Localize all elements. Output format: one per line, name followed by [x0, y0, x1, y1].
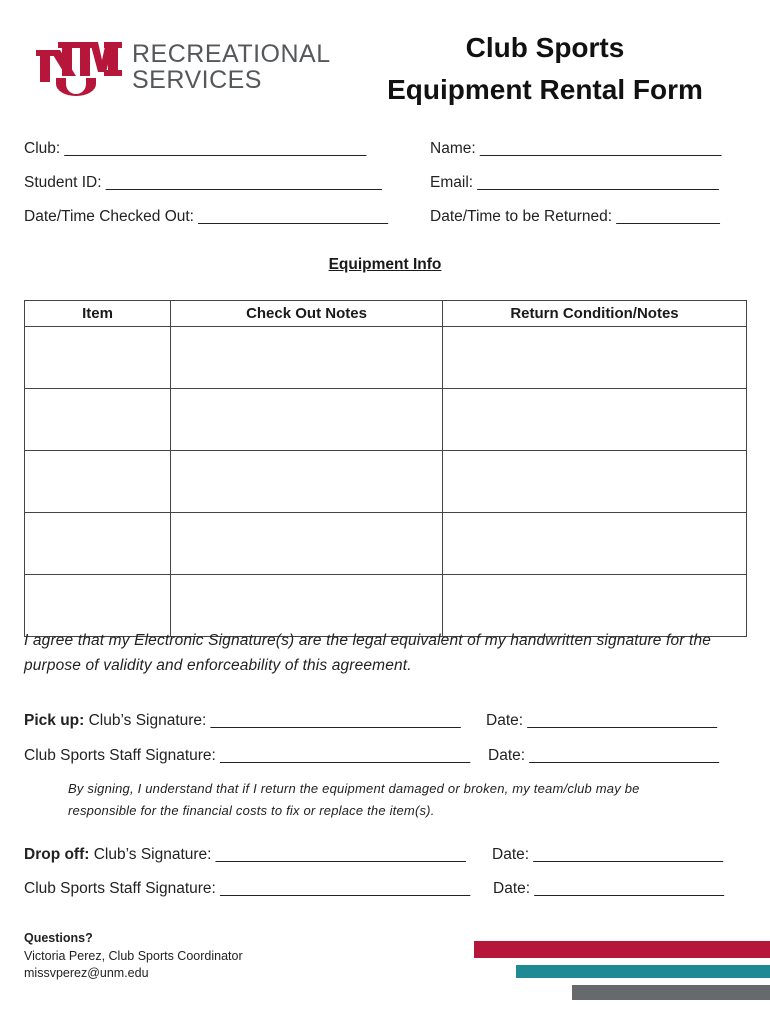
table-row	[25, 389, 747, 451]
contact-person: Victoria Perez, Club Sports Coordinator	[24, 949, 243, 963]
return-notes-cell[interactable]	[443, 451, 747, 513]
table-row	[25, 451, 747, 513]
questions-heading: Questions?	[24, 931, 93, 945]
form-title-line2: Equipment Rental Form	[387, 74, 703, 105]
contact-email-link[interactable]: missvperez@unm.edu	[24, 966, 149, 980]
unm-monogram-icon	[36, 38, 122, 96]
column-header-return-condition: Return Condition/Notes	[443, 301, 747, 327]
decorative-red-bar	[474, 941, 770, 958]
e-signature-agreement: I agree that my Electronic Signature(s) are the legal equivalent of my handwritten signature for the purpose of validity and enforceability of this agreement.	[24, 632, 712, 674]
dropoff-staff-date-field[interactable]: Date: ______________________	[493, 880, 725, 897]
return-notes-cell[interactable]	[443, 389, 747, 451]
equipment-table	[24, 300, 747, 637]
dropoff-staff-signature-field[interactable]: Club Sports Staff Signature: _____________________________	[24, 880, 471, 897]
return-notes-cell[interactable]	[443, 513, 747, 575]
check-out-notes-cell[interactable]	[171, 513, 443, 575]
dropoff-date-field[interactable]: Date: ______________________	[492, 846, 724, 863]
pickup-staff-signature-field[interactable]: Club Sports Staff Signature: _____________________________	[24, 747, 471, 764]
email-field[interactable]: Email: ____________________________	[430, 174, 719, 191]
equipment-info-heading: Equipment Info	[328, 256, 442, 273]
pickup-staff-date-field[interactable]: Date: ______________________	[488, 747, 720, 764]
check-out-notes-cell[interactable]	[171, 451, 443, 513]
table-row	[25, 327, 747, 389]
dropoff-club-signature-line[interactable]	[24, 846, 466, 864]
item-cell[interactable]	[25, 327, 171, 389]
pickup-date-field[interactable]: Date: ______________________	[486, 712, 718, 729]
dropoff-label: Drop off:	[24, 846, 90, 863]
return-notes-cell[interactable]	[443, 327, 747, 389]
to-be-returned-field[interactable]: Date/Time to be Returned: ____________	[430, 208, 720, 225]
unm-logo	[36, 38, 356, 98]
pickup-label: Pick up:	[24, 712, 85, 729]
club-field[interactable]: Club: ___________________________________	[24, 140, 367, 157]
column-header-check-out-notes: Check Out Notes	[171, 301, 443, 327]
table-header-row	[25, 301, 747, 327]
checked-out-field[interactable]: Date/Time Checked Out: ______________________	[24, 208, 388, 225]
liability-notice: By signing, I understand that if I return the equipment damaged or broken, my team/club may be responsible for the financial costs to fix or replace the item(s).	[68, 781, 640, 818]
item-cell[interactable]	[25, 451, 171, 513]
student-id-field[interactable]: Student ID: ________________________________	[24, 174, 382, 191]
logo-text-recreational: RECREATIONAL	[132, 40, 331, 68]
column-header-item: Item	[25, 301, 171, 327]
pickup-club-signature-line[interactable]	[24, 712, 461, 730]
form-title-line1: Club Sports	[465, 32, 625, 63]
logo-text-services: SERVICES	[132, 66, 262, 94]
dropoff-club-signature-field: Club’s Signature: _____________________________	[89, 846, 466, 863]
check-out-notes-cell[interactable]	[171, 389, 443, 451]
pickup-club-signature-field: Club’s Signature: _____________________________	[84, 712, 461, 729]
name-field[interactable]: Name: ____________________________	[430, 140, 722, 157]
item-cell[interactable]	[25, 389, 171, 451]
decorative-teal-bar	[516, 965, 770, 978]
check-out-notes-cell[interactable]	[171, 327, 443, 389]
item-cell[interactable]	[25, 513, 171, 575]
decorative-gray-bar	[572, 985, 770, 1000]
table-row	[25, 513, 747, 575]
